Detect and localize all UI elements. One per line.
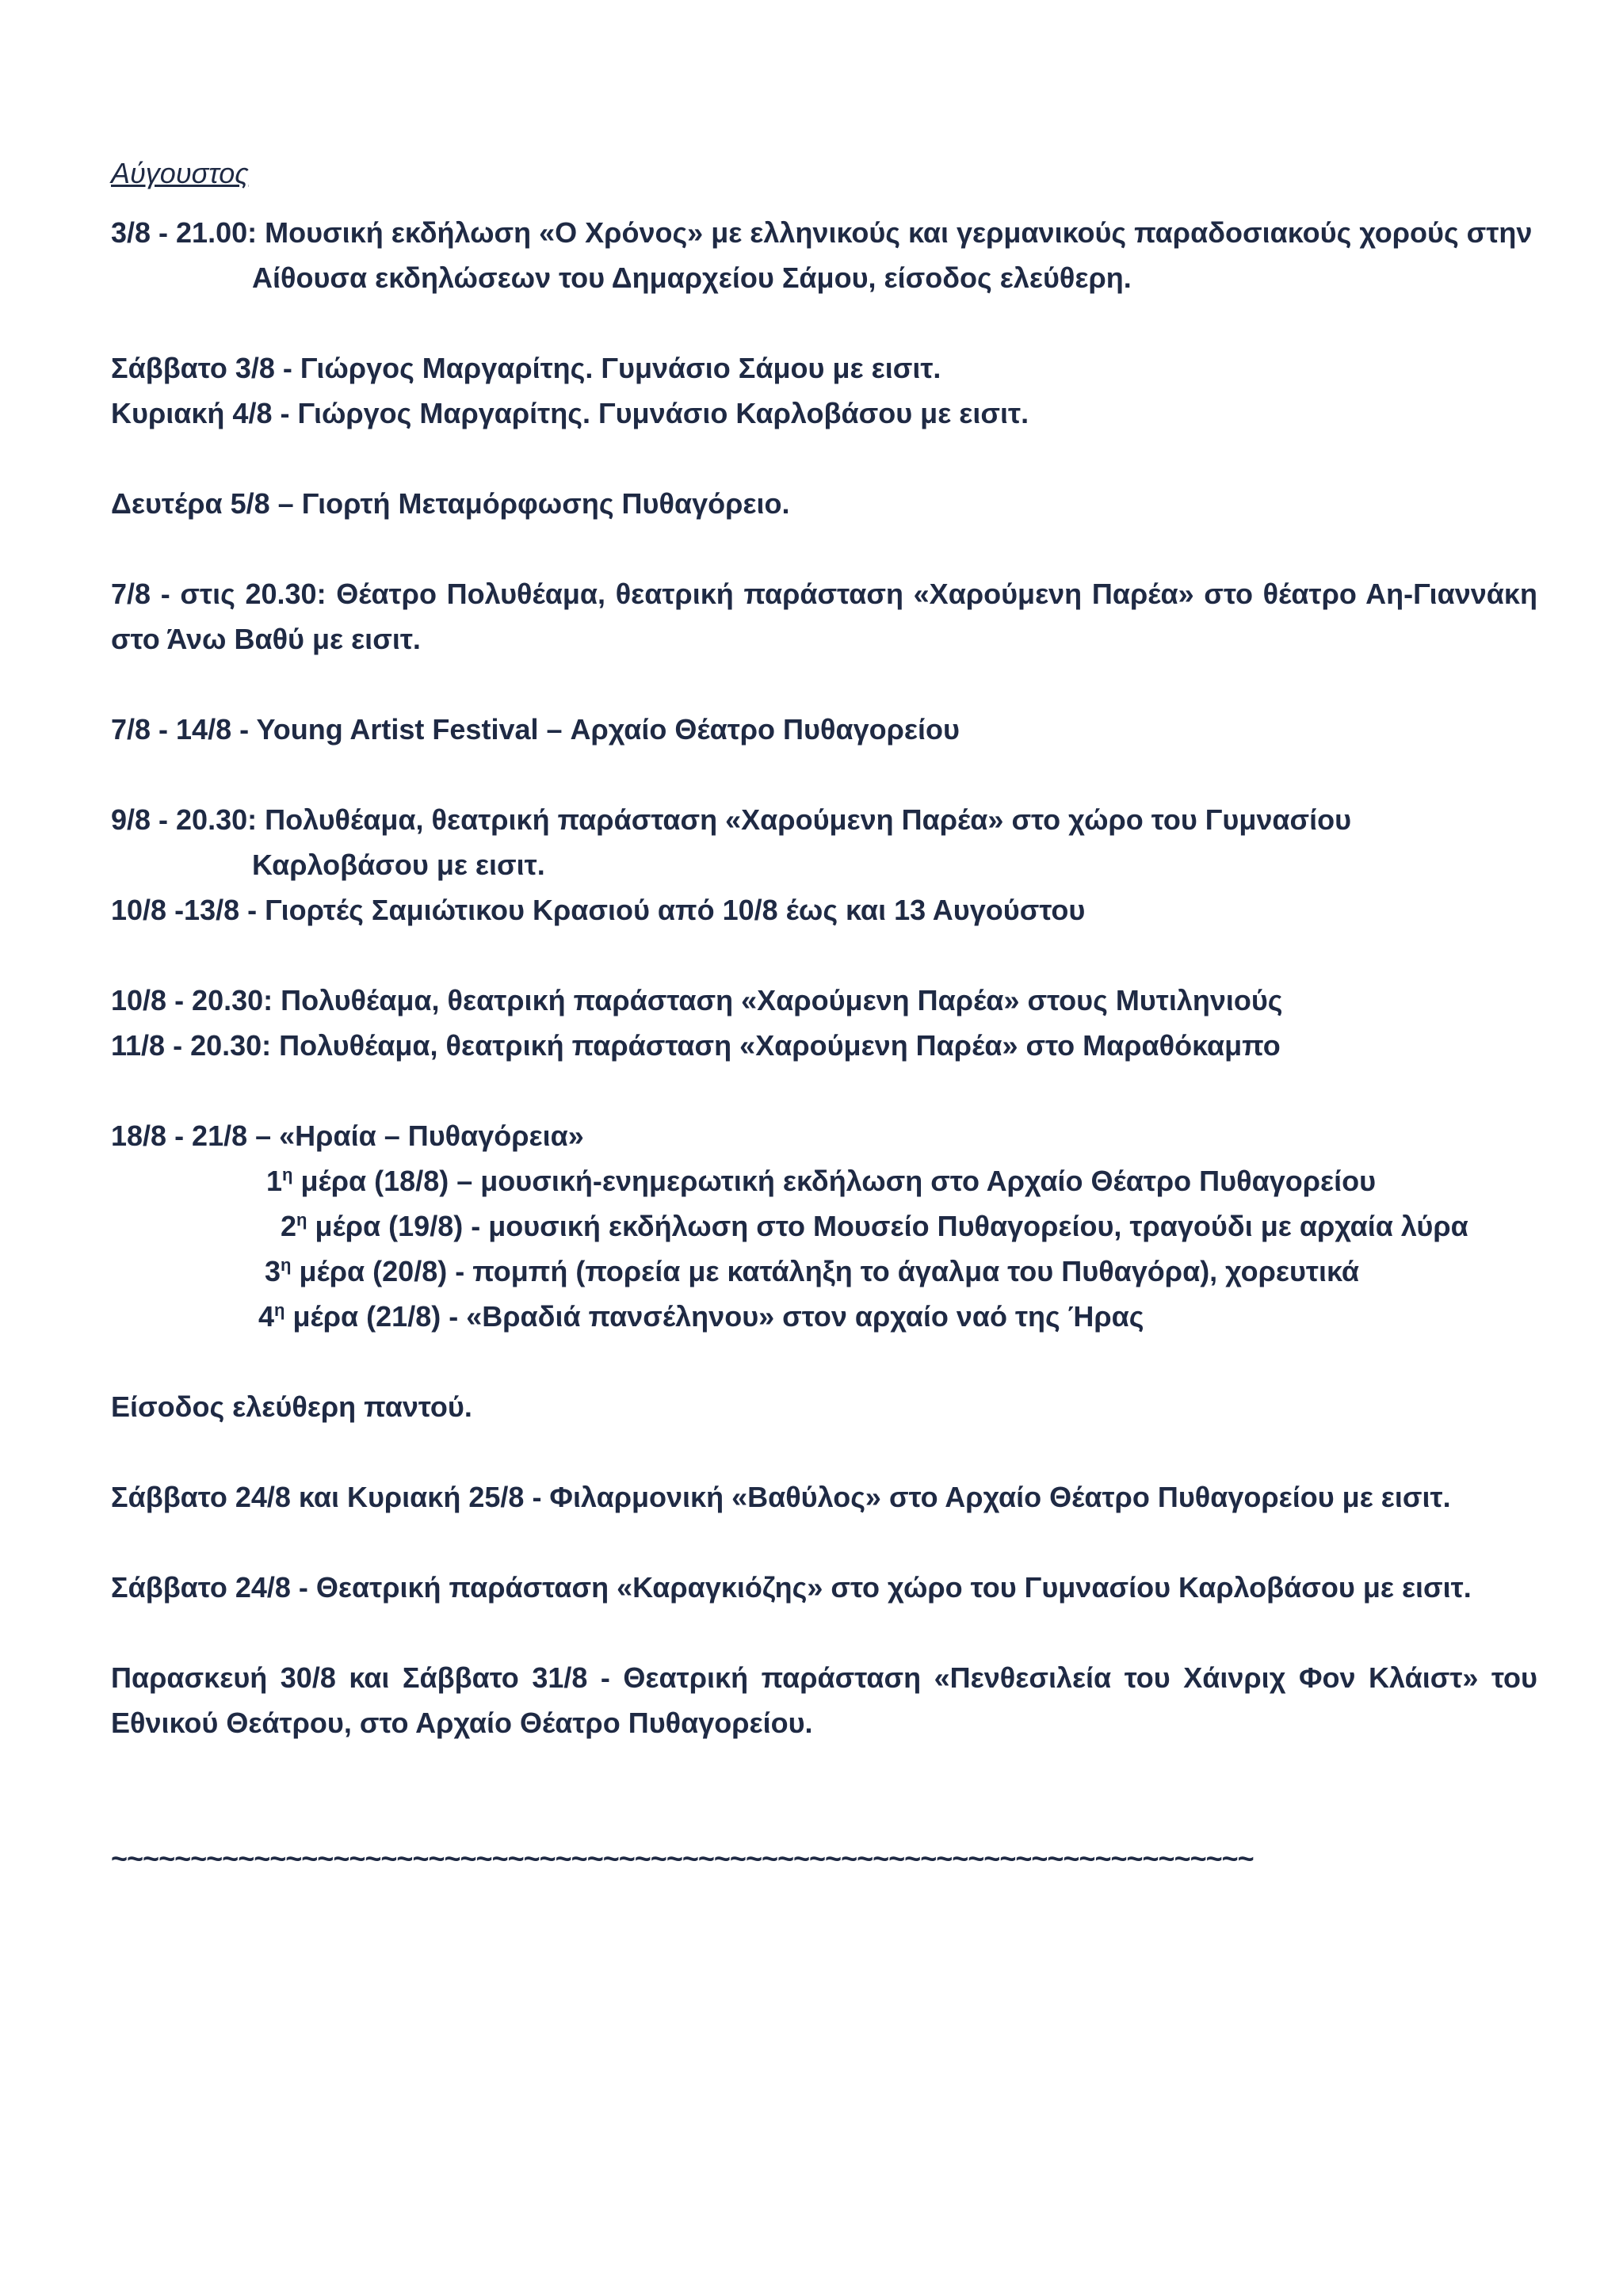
tilde-separator: ~~~~~~~~~~~~~~~~~~~~~~~~~~~~~~~~~~~~~~~~~~~~~~~~~~~~~~~~~~~~~~~~~~~~~~~~ — [111, 1842, 1254, 1875]
event-7-8-theatre: 7/8 - στις 20.30: Θέατρο Πολυθέαμα, θεατρική παράσταση «Χαρούμενη Παρέα» στο θέατρο Αη-Γιαννάκη στο Άνω Βαθύ με εισιτ. — [111, 578, 1537, 655]
event-11-8-theatre: 11/8 - 20.30: Πολυθέαμα, θεατρική παράσταση «Χαρούμενη Παρέα» στο Μαραθόκαμπο — [111, 1029, 1281, 1062]
event-sun-4-8: Κυριακή 4/8 - Γιώργος Μαργαρίτης. Γυμνάσιο Καρλοβάσου με εισιτ. — [111, 397, 1029, 429]
event-philharmonic: Σάββατο 24/8 και Κυριακή 25/8 - Φιλαρμονική «Βαθύλος» στο Αρχαίο Θέατρο Πυθαγορείου με εισιτ. — [111, 1481, 1451, 1513]
event-sat-3-8: Σάββατο 3/8 - Γιώργος Μαργαρίτης. Γυμνάσιο Σάμου με εισιτ. — [111, 352, 941, 384]
event-10-8-theatre: 10/8 - 20.30: Πολυθέαμα, θεατρική παράσταση «Χαρούμενη Παρέα» στους Μυτιληνιούς — [111, 984, 1283, 1016]
free-entry-note: Είσοδος ελεύθερη παντού. — [111, 1390, 472, 1423]
event-9-8-theatre: 9/8 - 20.30: Πολυθέαμα, θεατρική παράσταση «Χαρούμενη Παρέα» στο χώρο του Γυμνασίου — [111, 803, 1352, 836]
event-3-8-music-venue: Αίθουσα εκδηλώσεων του Δημαρχείου Σάμου, είσοδος ελεύθερη. — [252, 261, 1132, 294]
heraia-day-4: $4^\eta$ μέρα (21/8) - «Βραδιά πανσέληνου» στον αρχαίο ναό της Ήρας — [258, 1300, 1144, 1333]
event-karagiozis: Σάββατο 24/8 - Θεατρική παράσταση «Καραγκιόζης» στο χώρο του Γυμνασίου Καρλοβάσου με εισιτ. — [111, 1571, 1472, 1604]
heraia-day-2: $2^\eta$ μέρα (19/8) - μουσική εκδήλωση στο Μουσείο Πυθαγορείου, τραγούδι με αρχαία λύρα — [281, 1210, 1468, 1242]
heraia-day-1: $1^\eta$ μέρα (18/8) – μουσική-ενημερωτική εκδήλωση στο Αρχαίο Θέατρο Πυθαγορείου — [266, 1165, 1377, 1197]
event-penthesilea: Παρασκευή 30/8 και Σάββατο 31/8 - Θεατρική παράσταση «Πενθεσιλεία του Χάινριχ Φον Κλάιστ» του Εθνικού Θεάτρου, στο Αρχαίο Θέατρο Πυθαγορείου. — [111, 1661, 1537, 1739]
event-mon-5-8: Δευτέρα 5/8 – Γιορτή Μεταμόρφωσης Πυθαγόρειο. — [111, 487, 790, 520]
heraia-day-3: $3^\eta$ μέρα (20/8) - πομπή (πορεία με κατάληξη το άγαλμα του Πυθαγόρα), χορευτικά — [265, 1255, 1359, 1287]
event-young-artist-festival: 7/8 - 14/8 - Young Artist Festival – Αρχαίο Θέατρο Πυθαγορείου — [111, 713, 960, 746]
event-3-8-music: 3/8 - 21.00: Μουσική εκδήλωση «Ο Χρόνος» με ελληνικούς και γερμανικούς παραδοσιακούς χορούς στην — [111, 216, 1533, 249]
event-9-8-theatre-venue: Καρλοβάσου με εισιτ. — [252, 849, 545, 881]
month-heading: Αύγουστος — [111, 157, 249, 189]
event-heraia-title: 18/8 - 21/8 – «Ηραία – Πυθαγόρεια» — [111, 1119, 584, 1152]
document-page — [111, 151, 1537, 1881]
event-wine-festival: 10/8 -13/8 - Γιορτές Σαμιώτικου Κρασιού από 10/8 έως και 13 Αυγούστου — [111, 894, 1086, 926]
